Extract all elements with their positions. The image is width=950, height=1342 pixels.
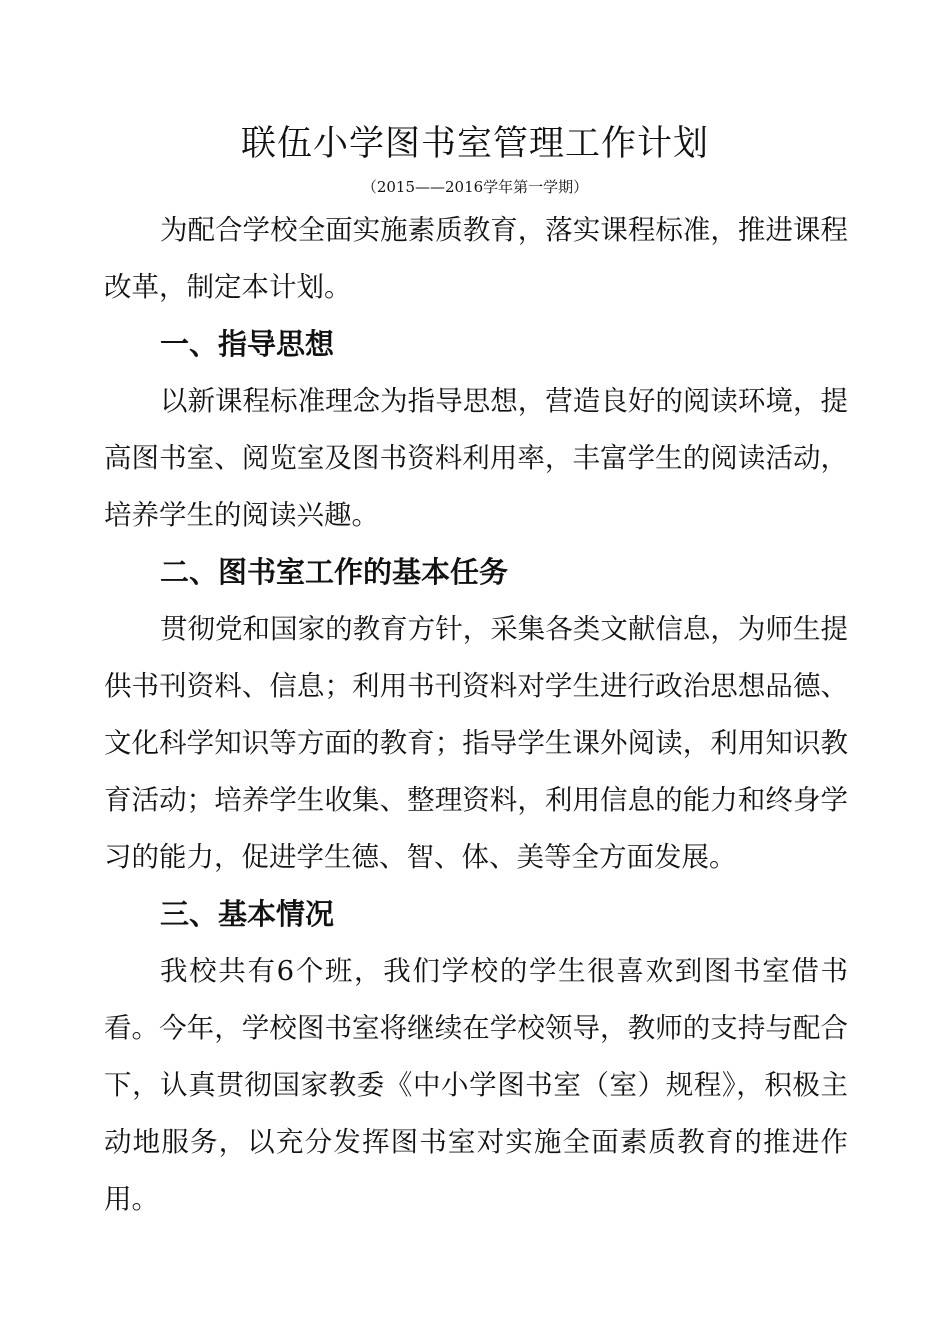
document-subtitle: （2015——2016学年第一学期） <box>361 178 589 196</box>
section-paragraph-basic-tasks: 贯彻党和国家的教育方针，采集各类文献信息，为师生提供书刊资料、信息；利用书刊资料对学生进行政治思想品德、文化科学知识等方面的教育；指导学生课外阅读，利用知识教育活动；培养学生收集、整理资料，利用信息的能力和终身学习的能力，促进学生德、智、体、美等全方面发展。 <box>104 613 848 873</box>
section-paragraph-guiding-ideology: 以新课程标准理念为指导思想，营造良好的阅读环境，提高图书室、阅览室及图书资料利用率，丰富学生的阅读活动，培养学生的阅读兴趣。 <box>104 385 848 531</box>
intro-paragraph: 为配合学校全面实施素质教育，落实课程标准，推进课程改革，制定本计划。 <box>104 214 848 303</box>
section-heading-basic-tasks: 二、图书室工作的基本任务 <box>160 555 509 589</box>
section-paragraph-basic-situation: 我校共有6个班，我们学校的学生很喜欢到图书室借书看。今年，学校图书室将继续在学校领导，教师的支持与配合下，认真贯彻国家教委《中小学图书室（室）规程》，积极主动地服务，以充分发挥图书室对实施全面素质教育的推进作用。 <box>104 955 848 1215</box>
section-heading-guiding-ideology: 一、指导思想 <box>160 327 335 361</box>
section-heading-basic-situation: 三、基本情况 <box>160 897 335 931</box>
document-title: 联伍小学图书室管理工作计划 <box>240 124 709 164</box>
